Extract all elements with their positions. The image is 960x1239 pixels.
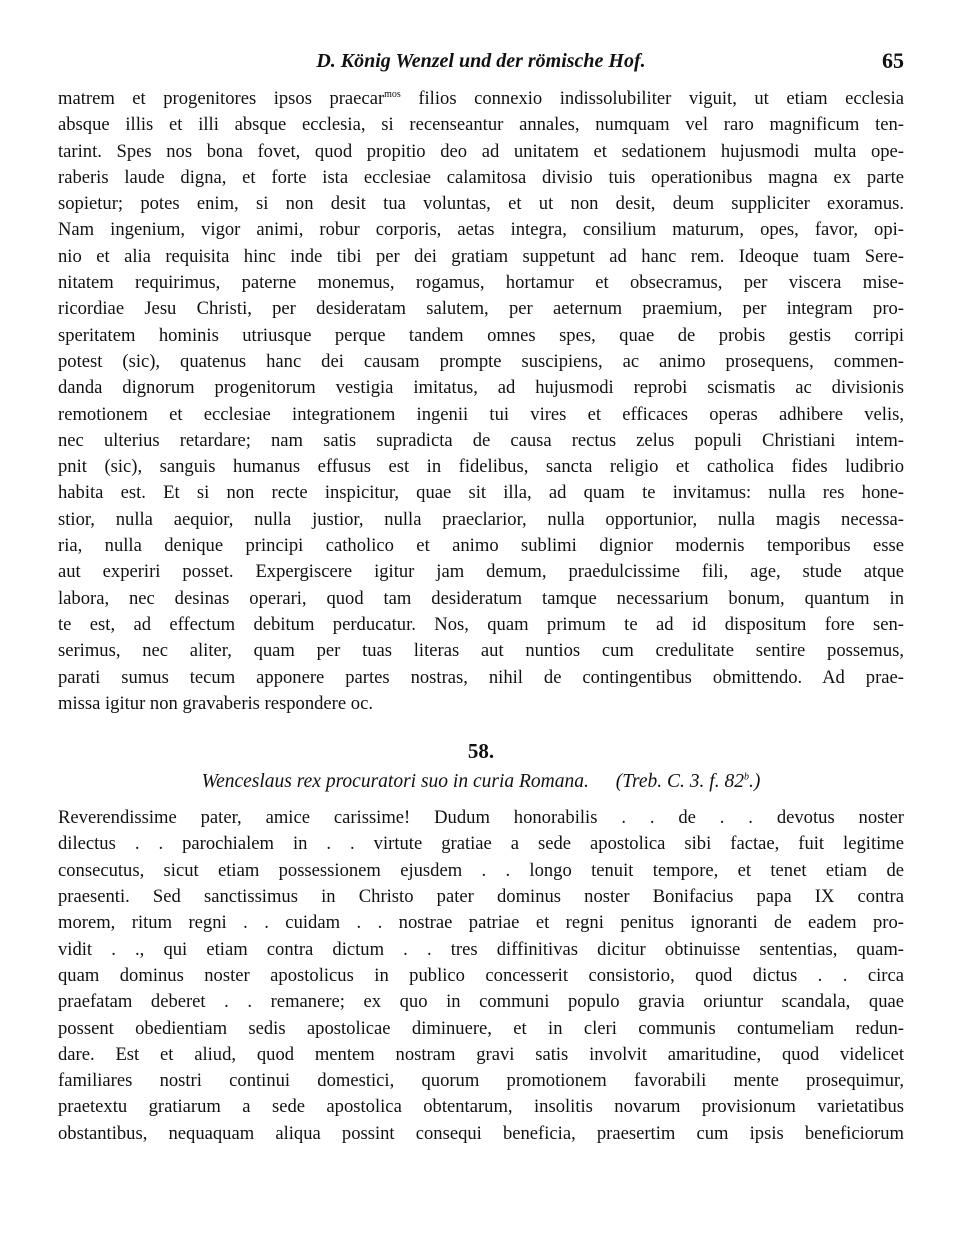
- document-heading: [58, 769, 904, 795]
- running-title: D. König Wenzel und der römische Hof.: [316, 50, 646, 72]
- text-line: sopietur; potes enim, si non desit tua voluntas, et ut non desit, deum suppliciter exoramus.: [58, 193, 904, 215]
- text-line: possent obedientiam sedis apostolicae diminuere, et in cleri communis contumeliam redun-: [58, 1017, 904, 1039]
- text-line: praefatam deberet . . remanere; ex quo in communi populo gravia oriuntur scandala, quae: [58, 991, 904, 1013]
- running-head: [58, 48, 904, 78]
- text-line: absque illis et illi absque ecclesia, si recenseantur annales, numquam vel raro magnificum ten-: [58, 114, 904, 136]
- text-line: aut experiri posset. Expergiscere igitur jam demum, praedulcissime fili, age, stude atque: [58, 561, 904, 583]
- text-line: dare. Est et aliud, quod mentem nostram gravi satis involvit amaritudine, quod videlicet: [58, 1043, 904, 1065]
- text-line: praesenti. Sed sanctissimus in Christo pater dominus noster Bonifacius papa IX contra: [58, 886, 904, 908]
- text-line: danda dignorum progenitorum vestigia imitatus, ad hujusmodi reprobi scismatis ac divisionis: [58, 377, 904, 399]
- text-line: remotionem et ecclesiae integrationem ingenii tui vires et efficaces operas adhibere velis,: [58, 403, 904, 425]
- text-line: habita est. Et si non recte inspicitur, quae sit illa, ad quam te invitamus: nulla res hone-: [58, 482, 904, 504]
- text-line: te est, ad effectum debitum perducatur. Nos, quam primum te ad id dispositum fore sen-: [58, 613, 904, 635]
- text-line: potest (sic), quatenus hanc dei causam prompte suscipiens, ac animo prosequens, commen-: [58, 350, 904, 372]
- document-title: Wenceslaus rex procuratori suo in curia Romana.: [201, 771, 589, 793]
- book-page: [58, 48, 904, 1147]
- text-line: consecutus, sicut etiam possessionem ejusdem . . longo tenuit tempore, et tenet etiam de: [58, 859, 904, 881]
- text-line: dilectus . . parochialem in . . virtute gratiae a sede apostolica sibi factae, fuit legitime: [58, 833, 904, 855]
- text-line: vidit . ., qui etiam contra dictum . . tres diffinitivas dicitur obtinuisse sententias, quam-: [58, 938, 904, 960]
- text-line: nio et alia requisita hinc inde tibi per dei gratiam suppetunt ad hanc rem. Ideoque tuam Sere-: [58, 245, 904, 267]
- text-line: pnit (sic), sanguis humanus effusus est in fidelibus, sancta religio et catholica fides ludibrio: [58, 456, 904, 478]
- text-line: ria, nulla denique principi catholico et animo sublimi dignior modernis temporibus esse: [58, 535, 904, 557]
- text-line: Reverendissime pater, amice carissime! Dudum honorabilis . . de . . devotus noster: [58, 807, 904, 829]
- letter-text: [58, 805, 904, 1147]
- source-citation: (Treb. C. 3. f. 82$^b$.): [615, 771, 761, 793]
- text-line: missa igitur non gravaberis respondere oc.: [58, 692, 373, 714]
- text-line: Nam ingenium, vigor animi, robur corporis, aetas integra, consilium maturum, opes, favor, opi-: [58, 219, 904, 241]
- text-line: matrem et progenitores ipsos praecar$^{mos}$ filios connexio indissolubiliter viguit, ut etiam ecclesia: [58, 88, 904, 109]
- text-line: nitatem requirimus, paterne monemus, rogamus, hortamur et obsecramus, per viscera mise-: [58, 272, 904, 294]
- text-line: serimus, nec aliter, quam per tuas literas aut nuntios cum credulitate sentire possemus,: [58, 640, 904, 662]
- page-number: 65: [882, 48, 904, 73]
- text-line: obstantibus, nequaquam aliqua possint consequi beneficia, praesertim cum ipsis beneficiorum: [58, 1122, 904, 1144]
- text-line: speritatem hominis utriusque perque tandem omnes spes, quae de probis gestis corripi: [58, 324, 904, 346]
- paragraph-continued: [58, 86, 904, 717]
- text-line: stior, nulla aequior, nulla justior, nulla praeclarior, nulla opportunior, nulla magis necessa-: [58, 508, 904, 530]
- text-line: quam dominus noster apostolicus in publico concesserit consistorio, quod dictus . . circa: [58, 964, 904, 986]
- text-line: tarint. Spes nos bona fovet, quod propitio deo ad unitatem et sedationem hujusmodi multa ope-: [58, 140, 904, 162]
- text-line: labora, nec desinas operari, quod tam desideratum tamque necessarium bonum, quantum in: [58, 587, 904, 609]
- text-line: ricordiae Jesu Christi, per desideratam salutem, per aeternum praemium, per integram pro-: [58, 298, 904, 320]
- text-line: raberis laude digna, et forte ista ecclesiae calamitosa divisio tuis operationibus magna ex parte: [58, 166, 904, 188]
- text-line: morem, ritum regni . . cuidam . . nostrae patriae et regni penitus ignoranti de eadem pro-: [58, 912, 904, 934]
- text-line: parati sumus tecum apponere partes nostras, nihil de contingentibus obmittendo. Ad prae-: [58, 666, 904, 688]
- text-line: nec ulterius retardare; nam satis supradicta de causa rectus zelus populi Christiani intem-: [58, 429, 904, 451]
- document-number: 58.: [467, 739, 495, 764]
- text-line: familiares nostri continui domestici, quorum promotionem favorabili mente prosequimur,: [58, 1070, 904, 1092]
- text-line: praetextu gratiarum a sede apostolica obtentarum, insolitis novarum provisionum varietatibus: [58, 1096, 904, 1118]
